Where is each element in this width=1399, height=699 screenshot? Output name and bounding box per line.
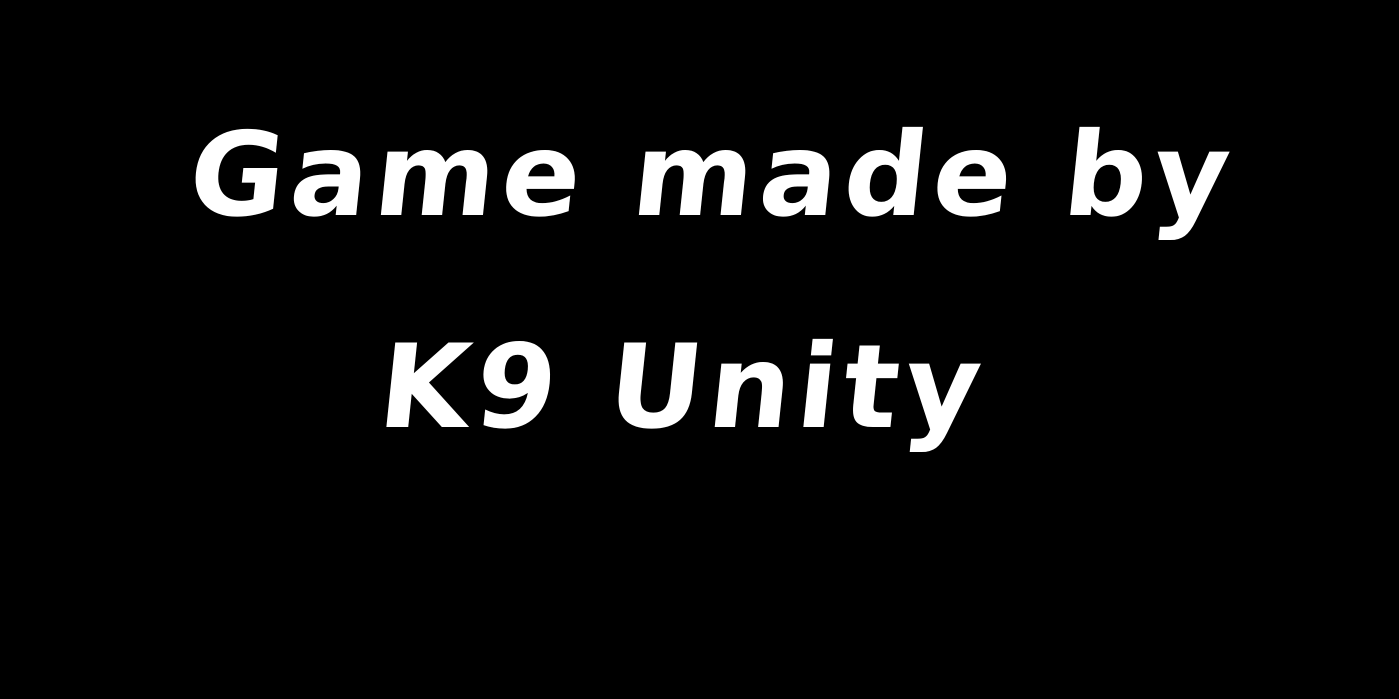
credits-line-made-by: Game made by xyxy=(182,108,1243,243)
credits-line-studio-name: K9 Unity xyxy=(372,320,994,455)
